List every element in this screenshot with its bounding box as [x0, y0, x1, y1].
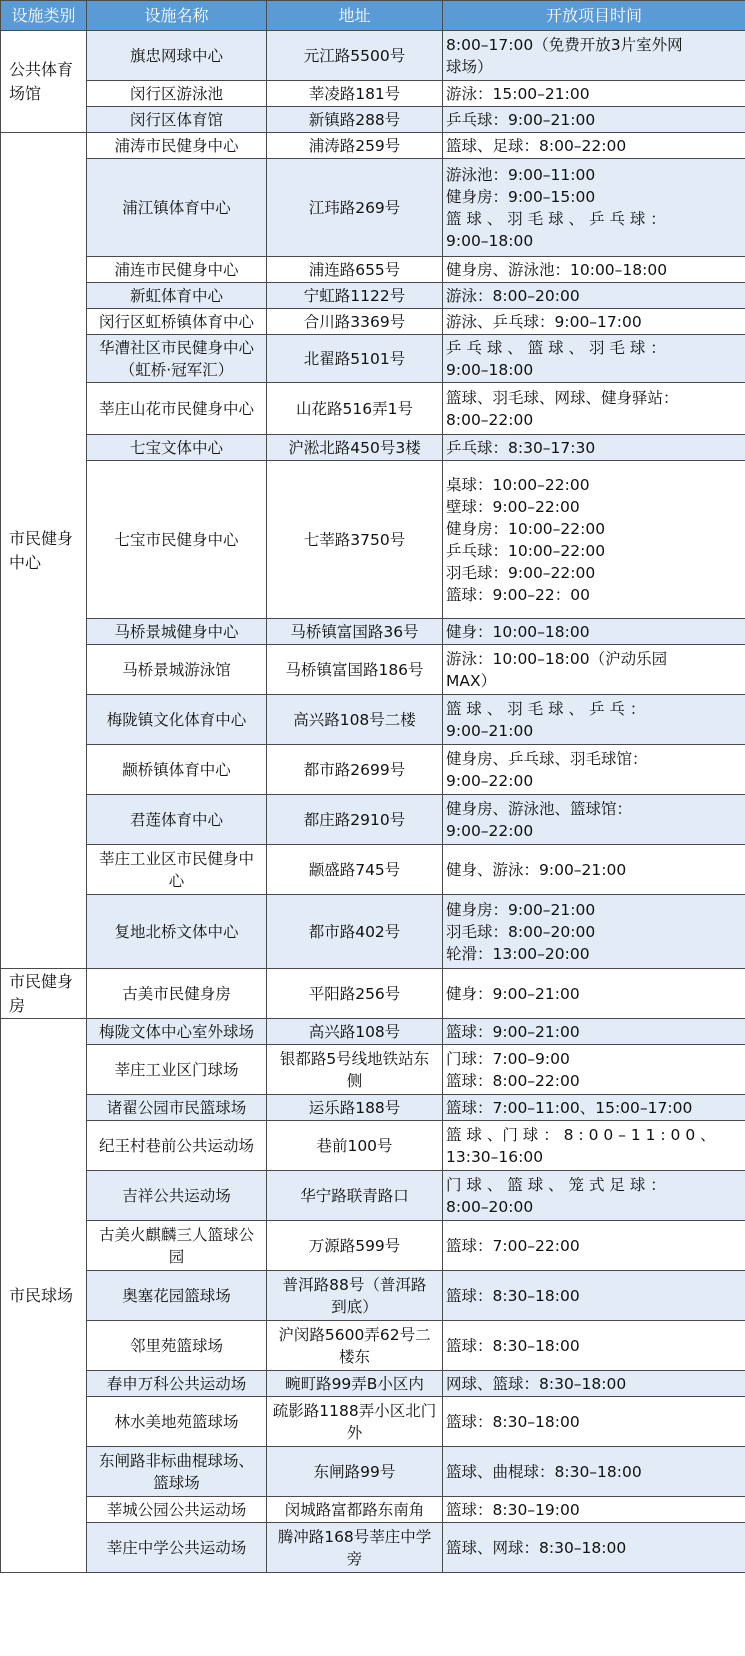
- table-row: [1, 695, 745, 745]
- cell-line: 健身房：9:00–21:00: [446, 900, 596, 919]
- cell-line: 9:00–22:00: [446, 821, 534, 840]
- cell-line: 莘城公园公共运动场: [106, 1500, 247, 1519]
- cell-line: 颛桥镇体育中心: [122, 760, 231, 779]
- cell-line: 篮 球 、 羽 毛 球 、 乒 乓 球 ：: [446, 209, 666, 228]
- cell-line: 8:00–17:00（免费开放3片室外网: [446, 35, 683, 54]
- hours-cell: [443, 283, 745, 309]
- cell-line: （虹桥·冠军汇）: [119, 360, 234, 379]
- cell-line: 健身：9:00–21:00: [446, 984, 580, 1003]
- cell-line: 浦涛路259号: [308, 136, 401, 155]
- cell-line: 莘庄中学公共运动场: [106, 1538, 247, 1557]
- cell-line: 游泳：15:00–21:00: [446, 84, 590, 103]
- address-cell: [267, 1397, 443, 1447]
- table-row: [1, 969, 745, 1019]
- cell-line: 纪王村巷前公共运动场: [98, 1136, 254, 1155]
- facility-name-cell: [87, 383, 267, 435]
- category-cell: [1, 969, 87, 1019]
- table-row: [1, 795, 745, 845]
- cell-line: 华漕社区市民健身中心: [98, 338, 254, 357]
- cell-line: 心: [168, 871, 185, 890]
- table-row: [1, 745, 745, 795]
- hours-cell: [443, 383, 745, 435]
- cell-line: 腾冲路168号莘庄中学: [277, 1527, 432, 1546]
- cell-line: 沪淞北路450号3楼: [288, 438, 421, 457]
- cell-line: 篮球：8:30–18:00: [446, 1286, 580, 1305]
- table-row: [1, 81, 745, 107]
- address-cell: [267, 1121, 443, 1171]
- cell-line: 桌球：10:00–22:00: [446, 475, 590, 494]
- cell-line: 邻里苑篮球场: [129, 1336, 223, 1355]
- cell-line: MAX）: [446, 671, 497, 690]
- facility-name-cell: [87, 1045, 267, 1095]
- cell-line: 君莲体育中心: [129, 810, 223, 829]
- cell-line: 游泳、乒乓球：9:00–17:00: [446, 312, 642, 331]
- facility-name-cell: [87, 1397, 267, 1447]
- header-address: 地址: [267, 1, 443, 31]
- header-name: 设施名称: [87, 1, 267, 31]
- category-cell: [1, 1019, 87, 1573]
- table-row: [1, 845, 745, 895]
- hours-cell: [443, 795, 745, 845]
- facility-name-cell: [87, 695, 267, 745]
- cell-line: 篮 球 、门 球 ： 8 : 0 0 – 1 1 : 0 0 、: [446, 1125, 716, 1144]
- cell-line: 游泳：10:00–18:00（沪动乐园: [446, 649, 668, 668]
- table-body: [1, 31, 745, 1573]
- cell-line: 游泳：8:00–20:00: [446, 286, 580, 305]
- facility-name-cell: [87, 1523, 267, 1573]
- facility-name-cell: [87, 795, 267, 845]
- facility-name-cell: [87, 257, 267, 283]
- cell-line: 球场）: [446, 57, 493, 76]
- cell-line: 宁虹路1122号: [303, 286, 406, 305]
- header-hours: 开放项目时间: [443, 1, 745, 31]
- cell-line: 都市路2699号: [303, 760, 406, 779]
- hours-cell: [443, 619, 745, 645]
- facility-name-cell: [87, 645, 267, 695]
- cell-line: 市民球场: [9, 1285, 74, 1305]
- cell-line: 市民健身: [9, 528, 74, 548]
- table-row: [1, 1497, 745, 1523]
- facility-name-cell: [87, 745, 267, 795]
- hours-cell: [443, 1271, 745, 1321]
- cell-line: 健身房、游泳池、篮球馆：: [446, 799, 633, 818]
- cell-line: 篮球：8:30–18:00: [446, 1336, 580, 1355]
- table-row: [1, 335, 745, 383]
- hours-cell: [443, 31, 745, 81]
- table-row: [1, 1447, 745, 1497]
- cell-line: 网球、篮球：8:30–18:00: [446, 1374, 627, 1393]
- cell-line: 公共体育: [9, 59, 74, 79]
- table-row: [1, 1523, 745, 1573]
- address-cell: [267, 695, 443, 745]
- cell-line: 羽毛球：8:00–20:00: [446, 922, 596, 941]
- table-row: [1, 1221, 745, 1271]
- cell-line: 七莘路3750号: [303, 530, 406, 549]
- hours-cell: [443, 1221, 745, 1271]
- cell-line: 健身房：9:00–15:00: [446, 187, 596, 206]
- cell-line: 山花路516弄1号: [296, 399, 413, 418]
- cell-line: 篮球、曲棍球：8:30–18:00: [446, 1462, 642, 1481]
- cell-line: 8:00–22:00: [446, 410, 534, 429]
- cell-line: 古美市民健身房: [122, 984, 231, 1003]
- address-cell: [267, 309, 443, 335]
- cell-line: 篮球：9:00–21:00: [446, 1022, 580, 1041]
- table-row: [1, 1171, 745, 1221]
- hours-cell: [443, 895, 745, 969]
- address-cell: [267, 1523, 443, 1573]
- hours-cell: [443, 107, 745, 133]
- cell-line: 江玮路269号: [308, 198, 401, 217]
- cell-line: 篮 球 、 羽 毛 球 、 乒 乓 ：: [446, 699, 646, 718]
- facility-name-cell: [87, 81, 267, 107]
- hours-cell: [443, 745, 745, 795]
- hours-cell: [443, 309, 745, 335]
- cell-line: 壁球：9:00–22:00: [446, 497, 580, 516]
- cell-line: 13:30–16:00: [446, 1147, 544, 1166]
- address-cell: [267, 1321, 443, 1371]
- facility-name-cell: [87, 1371, 267, 1397]
- hours-cell: [443, 969, 745, 1019]
- cell-line: 篮球：7:00–11:00、15:00–17:00: [446, 1098, 693, 1117]
- facility-name-cell: [87, 133, 267, 159]
- cell-line: 篮球：7:00–22:00: [446, 1236, 580, 1255]
- facility-name-cell: [87, 1271, 267, 1321]
- cell-line: 马桥景城游泳馆: [122, 660, 231, 679]
- address-cell: [267, 383, 443, 435]
- table-row: [1, 1045, 745, 1095]
- cell-line: 浦江镇体育中心: [122, 198, 231, 217]
- cell-line: 合川路3369号: [303, 312, 406, 331]
- cell-line: 运乐路188号: [308, 1098, 401, 1117]
- hours-cell: [443, 335, 745, 383]
- facility-name-cell: [87, 969, 267, 1019]
- cell-line: 门球：7:00–9:00: [446, 1049, 570, 1068]
- cell-line: 复地北桥文体中心: [114, 922, 239, 941]
- cell-line: 元江路5500号: [303, 46, 406, 65]
- cell-line: 春申万科公共运动场: [106, 1374, 247, 1393]
- category-cell: [1, 133, 87, 969]
- table-row: [1, 31, 745, 81]
- address-cell: [267, 435, 443, 461]
- cell-line: 市民健身: [9, 971, 74, 991]
- hours-cell: [443, 1371, 745, 1397]
- cell-line: 古美火麒麟三人篮球公: [98, 1225, 254, 1244]
- address-cell: [267, 335, 443, 383]
- hours-cell: [443, 159, 745, 257]
- cell-line: 吉祥公共运动场: [122, 1186, 231, 1205]
- cell-line: 林水美地苑篮球场: [114, 1412, 239, 1431]
- cell-line: 平阳路256号: [308, 984, 401, 1003]
- address-cell: [267, 1221, 443, 1271]
- cell-line: 马桥镇富国路36号: [290, 622, 419, 641]
- cell-line: 乒乓球：9:00–21:00: [446, 110, 596, 129]
- address-cell: [267, 133, 443, 159]
- cell-line: 游泳池：9:00–11:00: [446, 165, 596, 184]
- facility-name-cell: [87, 1447, 267, 1497]
- table-row: [1, 1397, 745, 1447]
- cell-line: 诸翟公园市民篮球场: [106, 1098, 247, 1117]
- address-cell: [267, 1371, 443, 1397]
- facility-name-cell: [87, 845, 267, 895]
- cell-line: 颛盛路745号: [308, 860, 401, 879]
- facility-name-cell: [87, 159, 267, 257]
- table-row: [1, 1019, 745, 1045]
- cell-line: 七宝文体中心: [129, 438, 223, 457]
- cell-line: 沪闵路5600弄62号二: [278, 1325, 431, 1344]
- cell-line: 巷前100号: [316, 1136, 393, 1155]
- hours-cell: [443, 1321, 745, 1371]
- facility-name-cell: [87, 107, 267, 133]
- cell-line: 9:00–21:00: [446, 721, 534, 740]
- cell-line: 篮球：8:00–22:00: [446, 1071, 580, 1090]
- cell-line: 健身房：10:00–22:00: [446, 519, 606, 538]
- hours-cell: [443, 695, 745, 745]
- hours-cell: [443, 1095, 745, 1121]
- cell-line: 乒乓球：10:00–22:00: [446, 541, 606, 560]
- cell-line: 浦连市民健身中心: [114, 260, 239, 279]
- facility-name-cell: [87, 461, 267, 619]
- address-cell: [267, 895, 443, 969]
- cell-line: 9:00–22:00: [446, 771, 534, 790]
- hours-cell: [443, 845, 745, 895]
- cell-line: 北翟路5101号: [303, 349, 406, 368]
- cell-line: 篮球、羽毛球、网球、健身驿站：: [446, 388, 679, 407]
- cell-line: 疏影路1188弄小区北门: [272, 1401, 437, 1420]
- cell-line: 房: [9, 995, 26, 1015]
- address-cell: [267, 1271, 443, 1321]
- address-cell: [267, 795, 443, 845]
- cell-line: 园: [168, 1247, 185, 1266]
- table-row: [1, 257, 745, 283]
- cell-line: 闵城路富都路东南角: [284, 1500, 425, 1519]
- table-row: [1, 1095, 745, 1121]
- header-category: 设施类别: [1, 1, 87, 31]
- cell-line: 七宝市民健身中心: [114, 530, 239, 549]
- cell-line: 莘庄工业区门球场: [114, 1060, 239, 1079]
- table-row: [1, 1321, 745, 1371]
- cell-line: 浦涛市民健身中心: [114, 136, 239, 155]
- cell-line: 莘庄山花市民健身中心: [98, 399, 254, 418]
- hours-cell: [443, 1019, 745, 1045]
- address-cell: [267, 31, 443, 81]
- address-cell: [267, 81, 443, 107]
- cell-line: 旁: [346, 1549, 363, 1568]
- hours-cell: [443, 257, 745, 283]
- cell-line: 莘凌路181号: [308, 84, 401, 103]
- cell-line: 旗忠网球中心: [129, 46, 223, 65]
- cell-line: 到底）: [331, 1297, 378, 1316]
- cell-line: 万源路599号: [308, 1236, 401, 1255]
- hours-cell: [443, 81, 745, 107]
- address-cell: [267, 1095, 443, 1121]
- facility-name-cell: [87, 1497, 267, 1523]
- address-cell: [267, 283, 443, 309]
- cell-line: 畹町路99弄B小区内: [285, 1374, 424, 1393]
- cell-line: 东闸路非标曲棍球场、: [98, 1451, 254, 1470]
- table-row: [1, 645, 745, 695]
- cell-line: 篮球：8:30–19:00: [446, 1500, 580, 1519]
- facility-name-cell: [87, 1095, 267, 1121]
- table-row: [1, 895, 745, 969]
- facility-name-cell: [87, 309, 267, 335]
- facility-name-cell: [87, 283, 267, 309]
- cell-line: 轮滑：13:00–20:00: [446, 944, 590, 963]
- address-cell: [267, 1019, 443, 1045]
- header-row: [1, 1, 745, 31]
- cell-line: 健身：10:00–18:00: [446, 622, 590, 641]
- address-cell: [267, 969, 443, 1019]
- cell-line: 华宁路联青路口: [300, 1186, 409, 1205]
- cell-line: 健身、游泳：9:00–21:00: [446, 860, 627, 879]
- facility-name-cell: [87, 1171, 267, 1221]
- address-cell: [267, 1447, 443, 1497]
- cell-line: 9:00–18:00: [446, 231, 534, 250]
- hours-cell: [443, 435, 745, 461]
- table-row: [1, 1371, 745, 1397]
- cell-line: 都庄路2910号: [303, 810, 406, 829]
- facility-name-cell: [87, 1321, 267, 1371]
- cell-line: 场馆: [9, 83, 42, 103]
- cell-line: 奥塞花园篮球场: [122, 1286, 231, 1305]
- address-cell: [267, 745, 443, 795]
- hours-cell: [443, 1497, 745, 1523]
- table-row: [1, 133, 745, 159]
- address-cell: [267, 1497, 443, 1523]
- facility-name-cell: [87, 619, 267, 645]
- cell-line: 侧: [346, 1071, 363, 1090]
- address-cell: [267, 645, 443, 695]
- cell-line: 普洱路88号（普洱路: [282, 1275, 427, 1294]
- address-cell: [267, 845, 443, 895]
- address-cell: [267, 1045, 443, 1095]
- cell-line: 篮球、网球：8:30–18:00: [446, 1538, 627, 1557]
- cell-line: 健身房、游泳池：10:00–18:00: [446, 260, 668, 279]
- table-row: [1, 283, 745, 309]
- cell-line: 篮球、足球：8:00–22:00: [446, 136, 627, 155]
- facility-name-cell: [87, 1019, 267, 1045]
- cell-line: 梅陇文体中心室外球场: [98, 1022, 254, 1041]
- hours-cell: [443, 1447, 745, 1497]
- cell-line: 乒 乓 球 、 篮 球 、 羽 毛 球 ：: [446, 338, 666, 357]
- table-row: [1, 435, 745, 461]
- table-row: [1, 309, 745, 335]
- hours-cell: [443, 1121, 745, 1171]
- hours-cell: [443, 645, 745, 695]
- address-cell: [267, 257, 443, 283]
- cell-line: 篮球：9:00–22：00: [446, 585, 591, 604]
- hours-cell: [443, 1523, 745, 1573]
- facility-name-cell: [87, 1221, 267, 1271]
- address-cell: [267, 107, 443, 133]
- cell-line: 门 球 、 篮 球 、 笼 式 足 球 ：: [446, 1175, 666, 1194]
- facility-name-cell: [87, 1121, 267, 1171]
- address-cell: [267, 159, 443, 257]
- cell-line: 高兴路108号二楼: [293, 710, 416, 729]
- facility-name-cell: [87, 435, 267, 461]
- table-row: [1, 107, 745, 133]
- cell-line: 8:00–20:00: [446, 1197, 534, 1216]
- address-cell: [267, 461, 443, 619]
- cell-line: 莘庄工业区市民健身中: [98, 849, 254, 868]
- facility-name-cell: [87, 31, 267, 81]
- cell-line: 新镇路288号: [308, 110, 401, 129]
- cell-line: 外: [346, 1423, 363, 1442]
- cell-line: 闵行区体育馆: [129, 110, 223, 129]
- address-cell: [267, 619, 443, 645]
- cell-line: 健身房、乒乓球、羽毛球馆：: [446, 749, 648, 768]
- facility-name-cell: [87, 335, 267, 383]
- hours-cell: [443, 461, 745, 619]
- table-row: [1, 1121, 745, 1171]
- cell-line: 新虹体育中心: [129, 286, 223, 305]
- cell-line: 马桥镇富国路186号: [285, 660, 424, 679]
- cell-line: 都市路402号: [308, 922, 401, 941]
- cell-line: 浦连路655号: [308, 260, 401, 279]
- cell-line: 闵行区虹桥镇体育中心: [98, 312, 254, 331]
- hours-cell: [443, 1171, 745, 1221]
- hours-cell: [443, 1397, 745, 1447]
- hours-cell: [443, 1045, 745, 1095]
- facility-name-cell: [87, 895, 267, 969]
- cell-line: 高兴路108号: [308, 1022, 401, 1041]
- cell-line: 篮球：8:30–18:00: [446, 1412, 580, 1431]
- cell-line: 梅陇镇文化体育中心: [106, 710, 247, 729]
- table-row: [1, 159, 745, 257]
- cell-line: 羽毛球：9:00–22:00: [446, 563, 596, 582]
- cell-line: 马桥景城健身中心: [114, 622, 239, 641]
- cell-line: 楼东: [338, 1347, 370, 1366]
- table-row: [1, 461, 745, 619]
- cell-line: 9:00–18:00: [446, 360, 534, 379]
- address-cell: [267, 1171, 443, 1221]
- cell-line: 银都路5号线地铁站东: [279, 1049, 430, 1068]
- cell-line: 东闸路99号: [313, 1462, 396, 1481]
- table-row: [1, 619, 745, 645]
- category-cell: [1, 31, 87, 133]
- hours-cell: [443, 133, 745, 159]
- cell-line: 闵行区游泳池: [129, 84, 223, 103]
- table-row: [1, 383, 745, 435]
- cell-line: 篮球场: [153, 1473, 200, 1492]
- cell-line: 乒乓球：8:30–17:30: [446, 438, 596, 457]
- table-row: [1, 1271, 745, 1321]
- cell-line: 中心: [9, 552, 42, 572]
